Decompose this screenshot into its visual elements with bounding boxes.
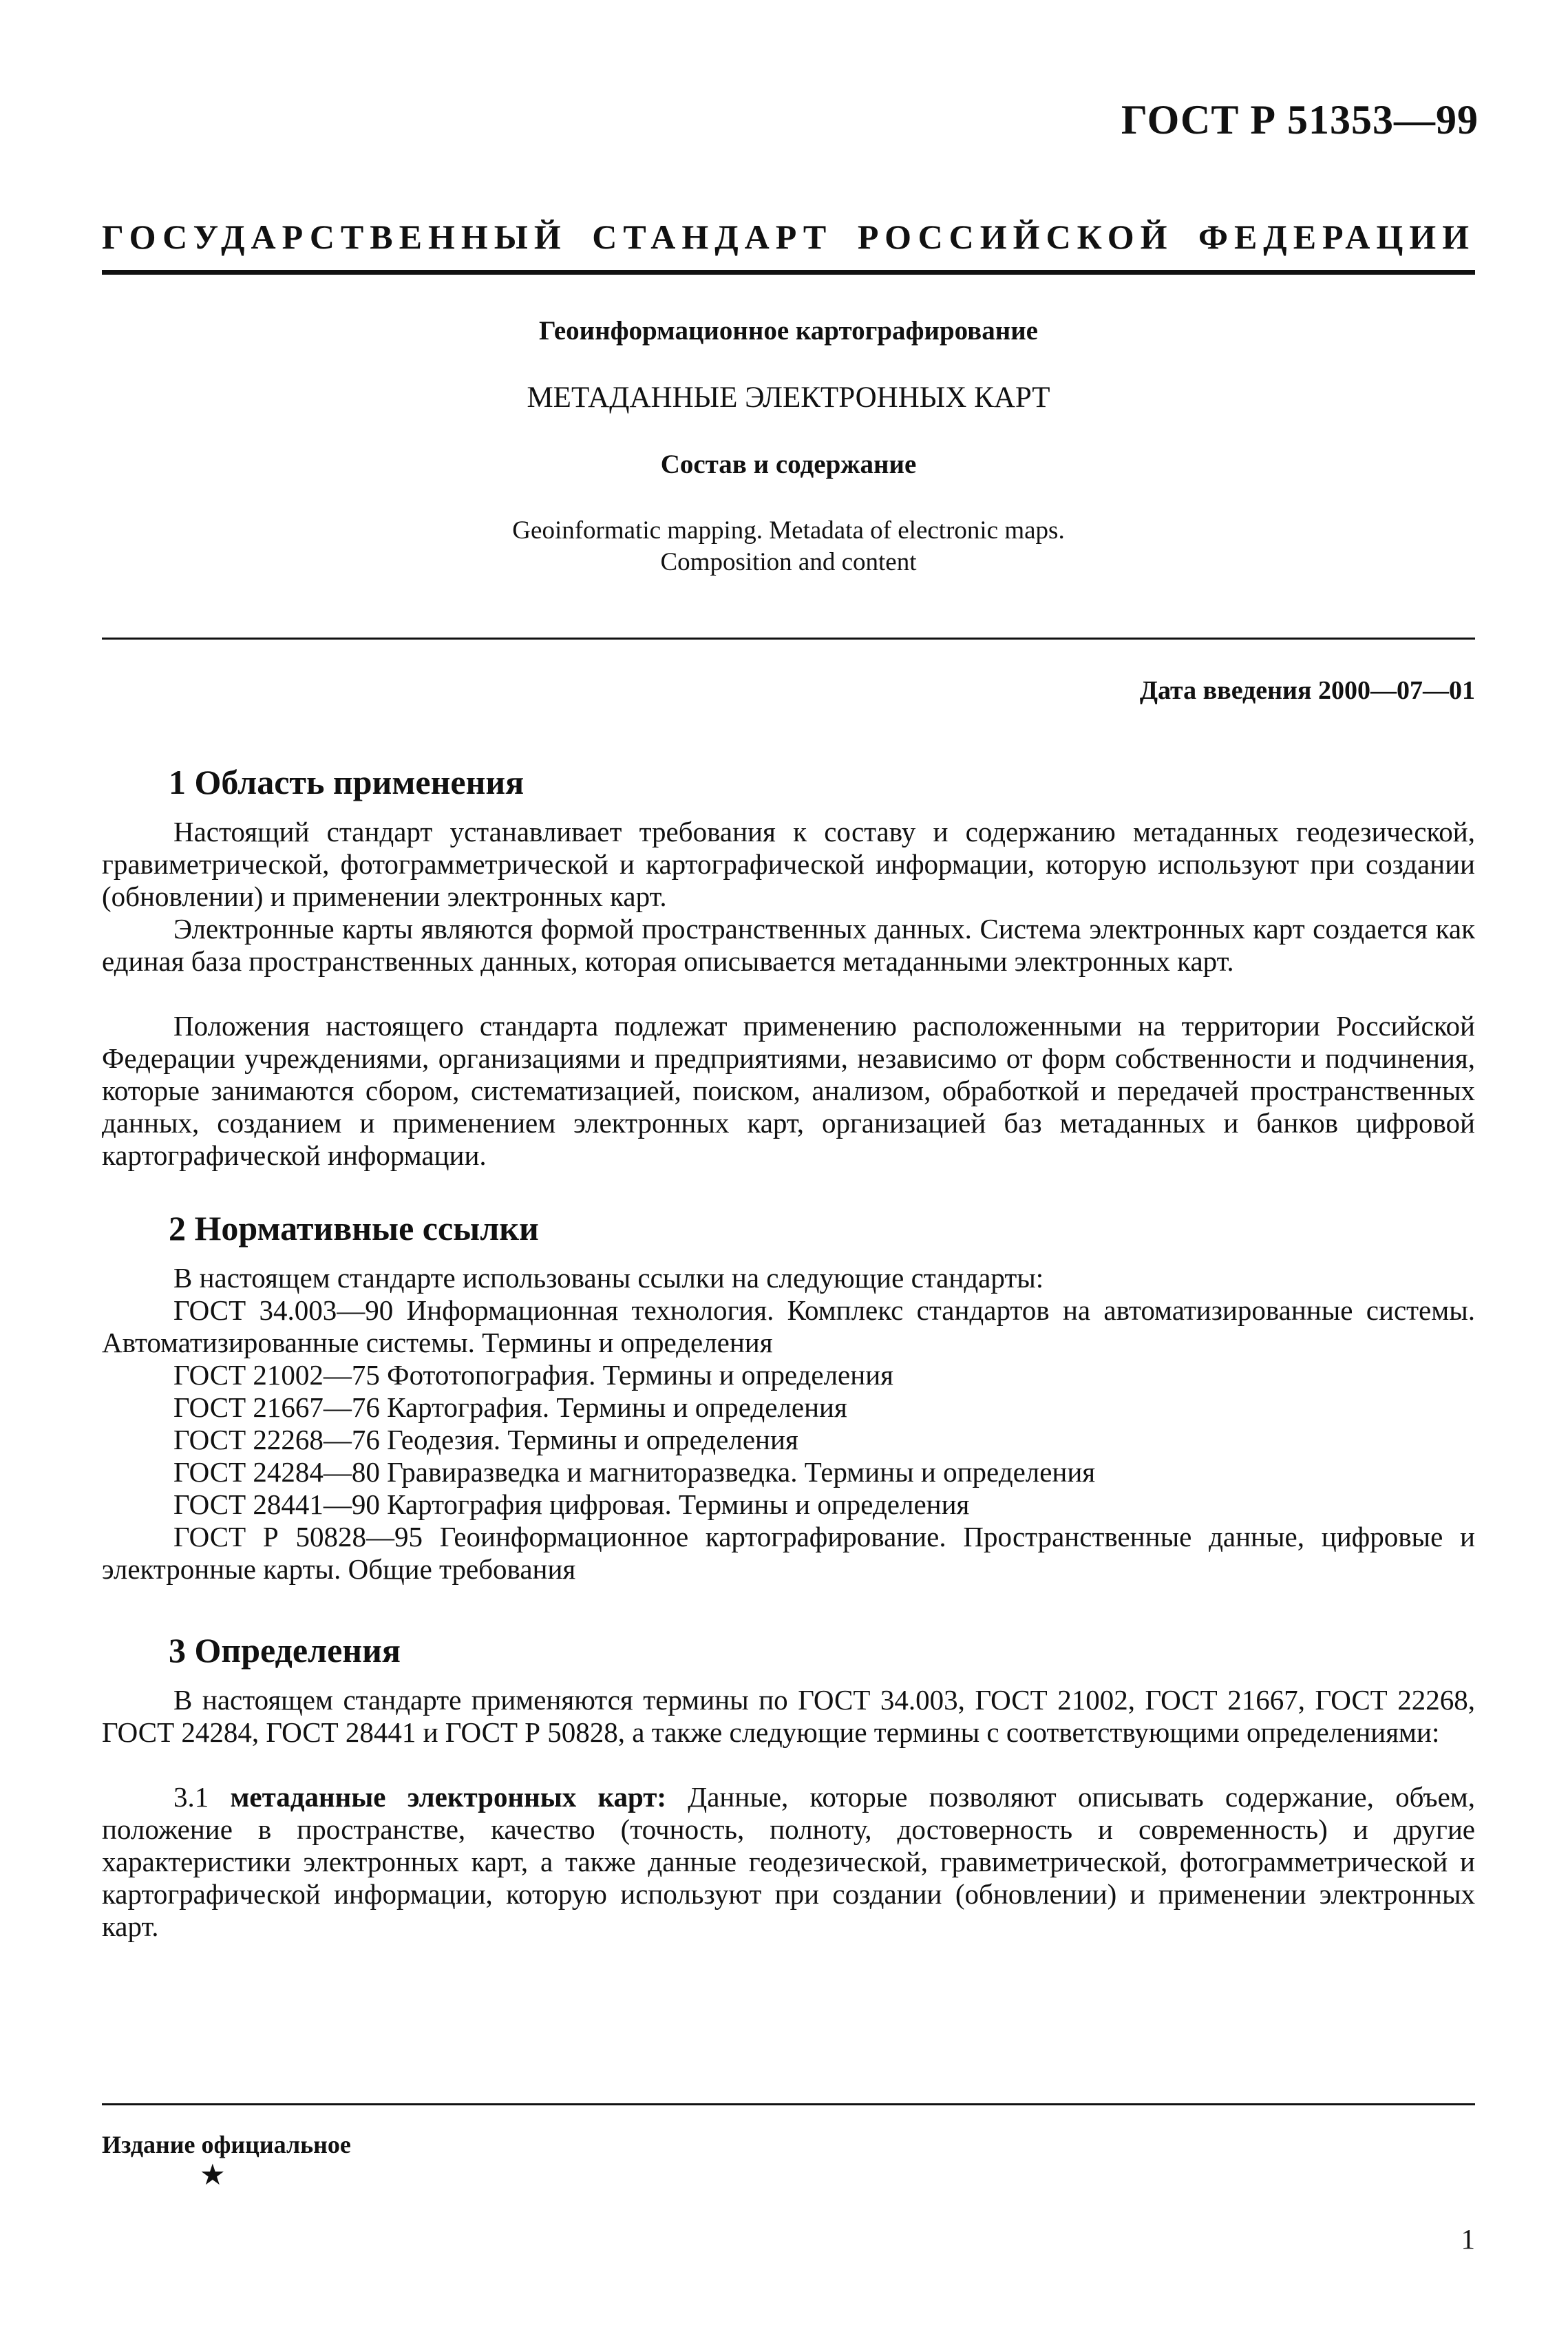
reference-item: ГОСТ 24284—80 Гравиразведка и магниторазведка. Термины и определения xyxy=(173,1456,1096,1488)
official-edition-label: Издание официальное xyxy=(102,2131,351,2158)
subject-title: Геоинформационное картографирование xyxy=(538,316,1038,346)
paragraph: Настоящий стандарт устанавливает требования к составу и содержанию метаданных геодезической, гравиметрической, фотограмметрической и картографической информации, которую используют при создании (обновлении) и применении электронных карт. xyxy=(102,816,1475,912)
footer-rule xyxy=(102,2103,1475,2105)
paragraph: Электронные карты являются формой пространственных данных. Система электронных карт создается как единая база пространственных данных, которая описывается метаданными электронных карт. xyxy=(102,913,1475,977)
document-code: ГОСТ Р 51353—99 xyxy=(1121,97,1479,143)
english-title xyxy=(102,515,1475,578)
part-title: Состав и содержание xyxy=(660,450,917,479)
page-number: 1 xyxy=(1461,2223,1475,2255)
paragraph: Положения настоящего стандарта подлежат применению расположенными на территории Российской Федерации учреждениями, организациями и предприятиями, независимо от форм собственности и подчинения, которые занимаются сбором, систематизацией, поиском, анализом, обработкой и передачей пространственных данных, созданием и применением электронных карт, организацией баз метаданных и банков цифровой картографической информации. xyxy=(102,1010,1475,1171)
introduction-date: Дата введения 2000—07—01 xyxy=(1139,676,1475,705)
definition-number: 3.1 xyxy=(173,1781,209,1813)
reference-item: ГОСТ 28441—90 Картография цифровая. Термины и определения xyxy=(173,1488,970,1520)
main-title: МЕТАДАННЫЕ ЭЛЕКТРОННЫХ КАРТ xyxy=(527,381,1050,414)
star-icon: ★ xyxy=(200,2160,226,2191)
definition-term: метаданные электронных карт: xyxy=(230,1781,667,1813)
paragraph: В настоящем стандарте применяются термины по ГОСТ 34.003, ГОСТ 21002, ГОСТ 21667, ГОСТ 22268, ГОСТ 24284, ГОСТ 28441 и ГОСТ Р 50828, а также следующие термины с соответствующими определениями: xyxy=(102,1684,1475,1748)
section-heading: 3 Определения xyxy=(169,1631,401,1670)
reference-item: ГОСТ 21002—75 Фототопография. Термины и определения xyxy=(173,1359,894,1391)
english-title-line: Composition and content xyxy=(660,548,917,576)
title-rule xyxy=(102,638,1475,640)
section-heading: 2 Нормативные ссылки xyxy=(169,1209,539,1248)
reference-item: ГОСТ 34.003—90 Информационная технология. Комплекс стандартов на автоматизированные системы. Автоматизированные системы. Термины и определения xyxy=(102,1294,1475,1358)
section-heading: 1 Область применения xyxy=(169,763,525,801)
paragraph: В настоящем стандарте использованы ссылки на следующие стандарты: xyxy=(173,1262,1044,1294)
reference-item: ГОСТ 22268—76 Геодезия. Термины и определения xyxy=(173,1424,798,1455)
header-rule xyxy=(102,270,1475,275)
reference-item: ГОСТ 21667—76 Картография. Термины и определения xyxy=(173,1391,847,1423)
definition-paragraph xyxy=(102,1781,1475,1943)
definition-text: Данные, которые позволяют описывать содержание, объем, положение в пространстве, качество (точность, полноту, достоверность и современность) и другие характеристики электронных карт, а также данные геодезической, гравиметрической, фотограмметрической и картографической информации, которую используют при создании (обновлении) и применении электронных карт. xyxy=(102,1781,1476,1942)
state-standard-heading: ГОСУДАРСТВЕННЫЙ СТАНДАРТ РОССИЙСКОЙ ФЕДЕРАЦИИ xyxy=(102,218,1475,256)
english-title-line: Geoinformatic mapping. Metadata of electronic maps. xyxy=(512,516,1065,545)
reference-item: ГОСТ Р 50828—95 Геоинформационное картографирование. Пространственные данные, цифровые и электронные карты. Общие требования xyxy=(102,1521,1475,1585)
